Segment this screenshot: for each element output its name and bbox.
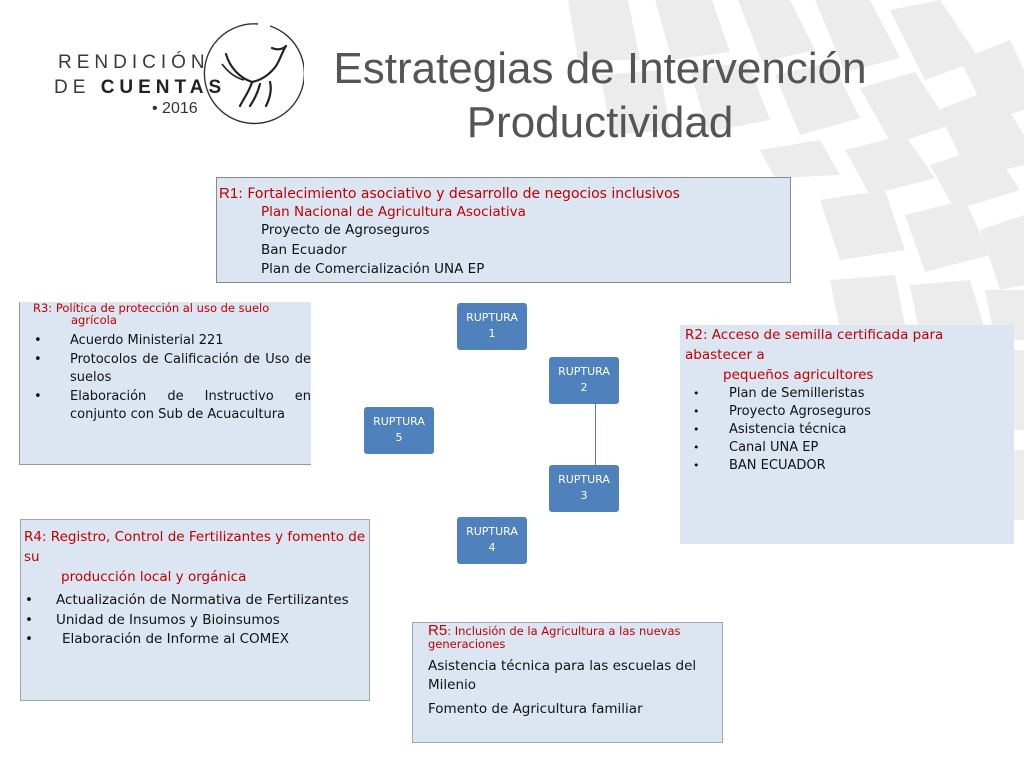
logo-year: • 2016 — [152, 100, 198, 117]
ruptura-2-node — [549, 357, 619, 404]
r2-list-item: • BAN ECUADOR — [685, 457, 1014, 475]
r4-heading-line-2: producción local y orgánica — [61, 569, 247, 585]
r4-list-item: • Elaboración de Informe al COMEX — [24, 630, 369, 650]
connector-ruptura-2-3 — [595, 404, 596, 465]
r3-heading-line-2: agrícola — [71, 313, 117, 327]
r2-list-item: • Proyecto Agroseguros — [685, 403, 1014, 421]
ruptura-label: RUPTURA — [466, 311, 518, 324]
r3-list — [32, 332, 311, 424]
r2-box — [680, 325, 1014, 544]
r1-item: Plan Nacional de Agricultura Asociativa — [261, 204, 526, 220]
r4-heading-line-1: R4: Registro, Control de Fertilizantes y fomento de su — [24, 529, 366, 565]
r1-item: Ban Ecuador — [261, 241, 347, 258]
r2-heading-line-2: pequeños agricultores — [723, 367, 874, 383]
page-title — [300, 42, 900, 150]
r1-items — [261, 203, 790, 280]
ruptura-number: 4 — [488, 541, 496, 554]
ruptura-number: 2 — [580, 381, 588, 394]
r4-list-item: • Unidad de Insumos y Bioinsumos — [24, 611, 369, 631]
r3-list-item: • Elaboración de Instructivo en conjunto con Sub de Acuacultura — [32, 388, 311, 424]
r4-list — [24, 591, 369, 650]
r3-box — [19, 302, 311, 465]
r1-heading — [219, 185, 790, 203]
r2-list-item: • Plan de Semilleristas — [685, 385, 1014, 403]
r2-heading — [685, 325, 1014, 385]
r5-heading — [428, 624, 722, 651]
ruptura-label: RUPTURA — [558, 365, 610, 378]
r3-list-item: • Acuerdo Ministerial 221 — [32, 332, 311, 350]
r3-list-item: • Protocolos de Calificación de Uso de suelos — [32, 351, 311, 387]
ruptura-3-node — [549, 465, 619, 512]
ruptura-label: RUPTURA — [558, 473, 610, 486]
r1-item: Plan de Comercialización UNA EP — [261, 261, 485, 277]
ruptura-5-node — [364, 407, 434, 454]
r4-box — [20, 519, 370, 701]
rendicion-de-cuentas-logo — [54, 22, 304, 132]
r1-code: R1 — [219, 185, 239, 202]
ruptura-label: RUPTURA — [466, 525, 518, 538]
r1-box — [216, 177, 791, 283]
logo-text-rendicion: RENDICIÓN — [58, 52, 210, 73]
logo-text-cuentas: CUENTAS — [100, 77, 227, 98]
r5-item: Asistencia técnica para las escuelas del Milenio — [428, 658, 697, 693]
ruptura-4-node — [457, 517, 527, 564]
r2-list-item: • Asistencia técnica — [685, 421, 1014, 439]
r5-box — [412, 622, 723, 743]
r2-heading-line-1: R2: Acceso de semilla certificada para abastecer a — [685, 327, 944, 363]
r5-heading-text: : Inclusión de la Agricultura a las nuevas generaciones — [428, 624, 681, 651]
r1-item: Proyecto de Agroseguros — [261, 222, 430, 238]
ruptura-1-node — [457, 303, 527, 350]
r5-item: Fomento de Agricultura familiar — [428, 701, 643, 717]
ruptura-label: RUPTURA — [373, 415, 425, 428]
r2-list — [685, 385, 1014, 475]
r4-heading — [24, 527, 369, 587]
bull-emblem-icon — [200, 20, 304, 130]
r1-heading-text: : Fortalecimiento asociativo y desarrollo de negocios inclusivos — [238, 186, 680, 202]
r4-list-item: • Actualización de Normativa de Fertilizantes — [24, 591, 369, 611]
title-line-2: Productividad — [466, 98, 734, 147]
ruptura-number: 3 — [580, 489, 588, 502]
ruptura-number: 1 — [488, 327, 496, 340]
r2-list-item: • Canal UNA EP — [685, 439, 1014, 457]
r3-heading-line-1: R3: Política de protección al uso de suelo — [33, 301, 270, 315]
ruptura-number: 5 — [395, 431, 403, 444]
logo-text-de: DE — [54, 77, 91, 98]
r3-heading — [33, 302, 311, 326]
r5-code: R5 — [428, 622, 448, 639]
title-line-1: Estrategias de Intervención — [333, 44, 867, 93]
